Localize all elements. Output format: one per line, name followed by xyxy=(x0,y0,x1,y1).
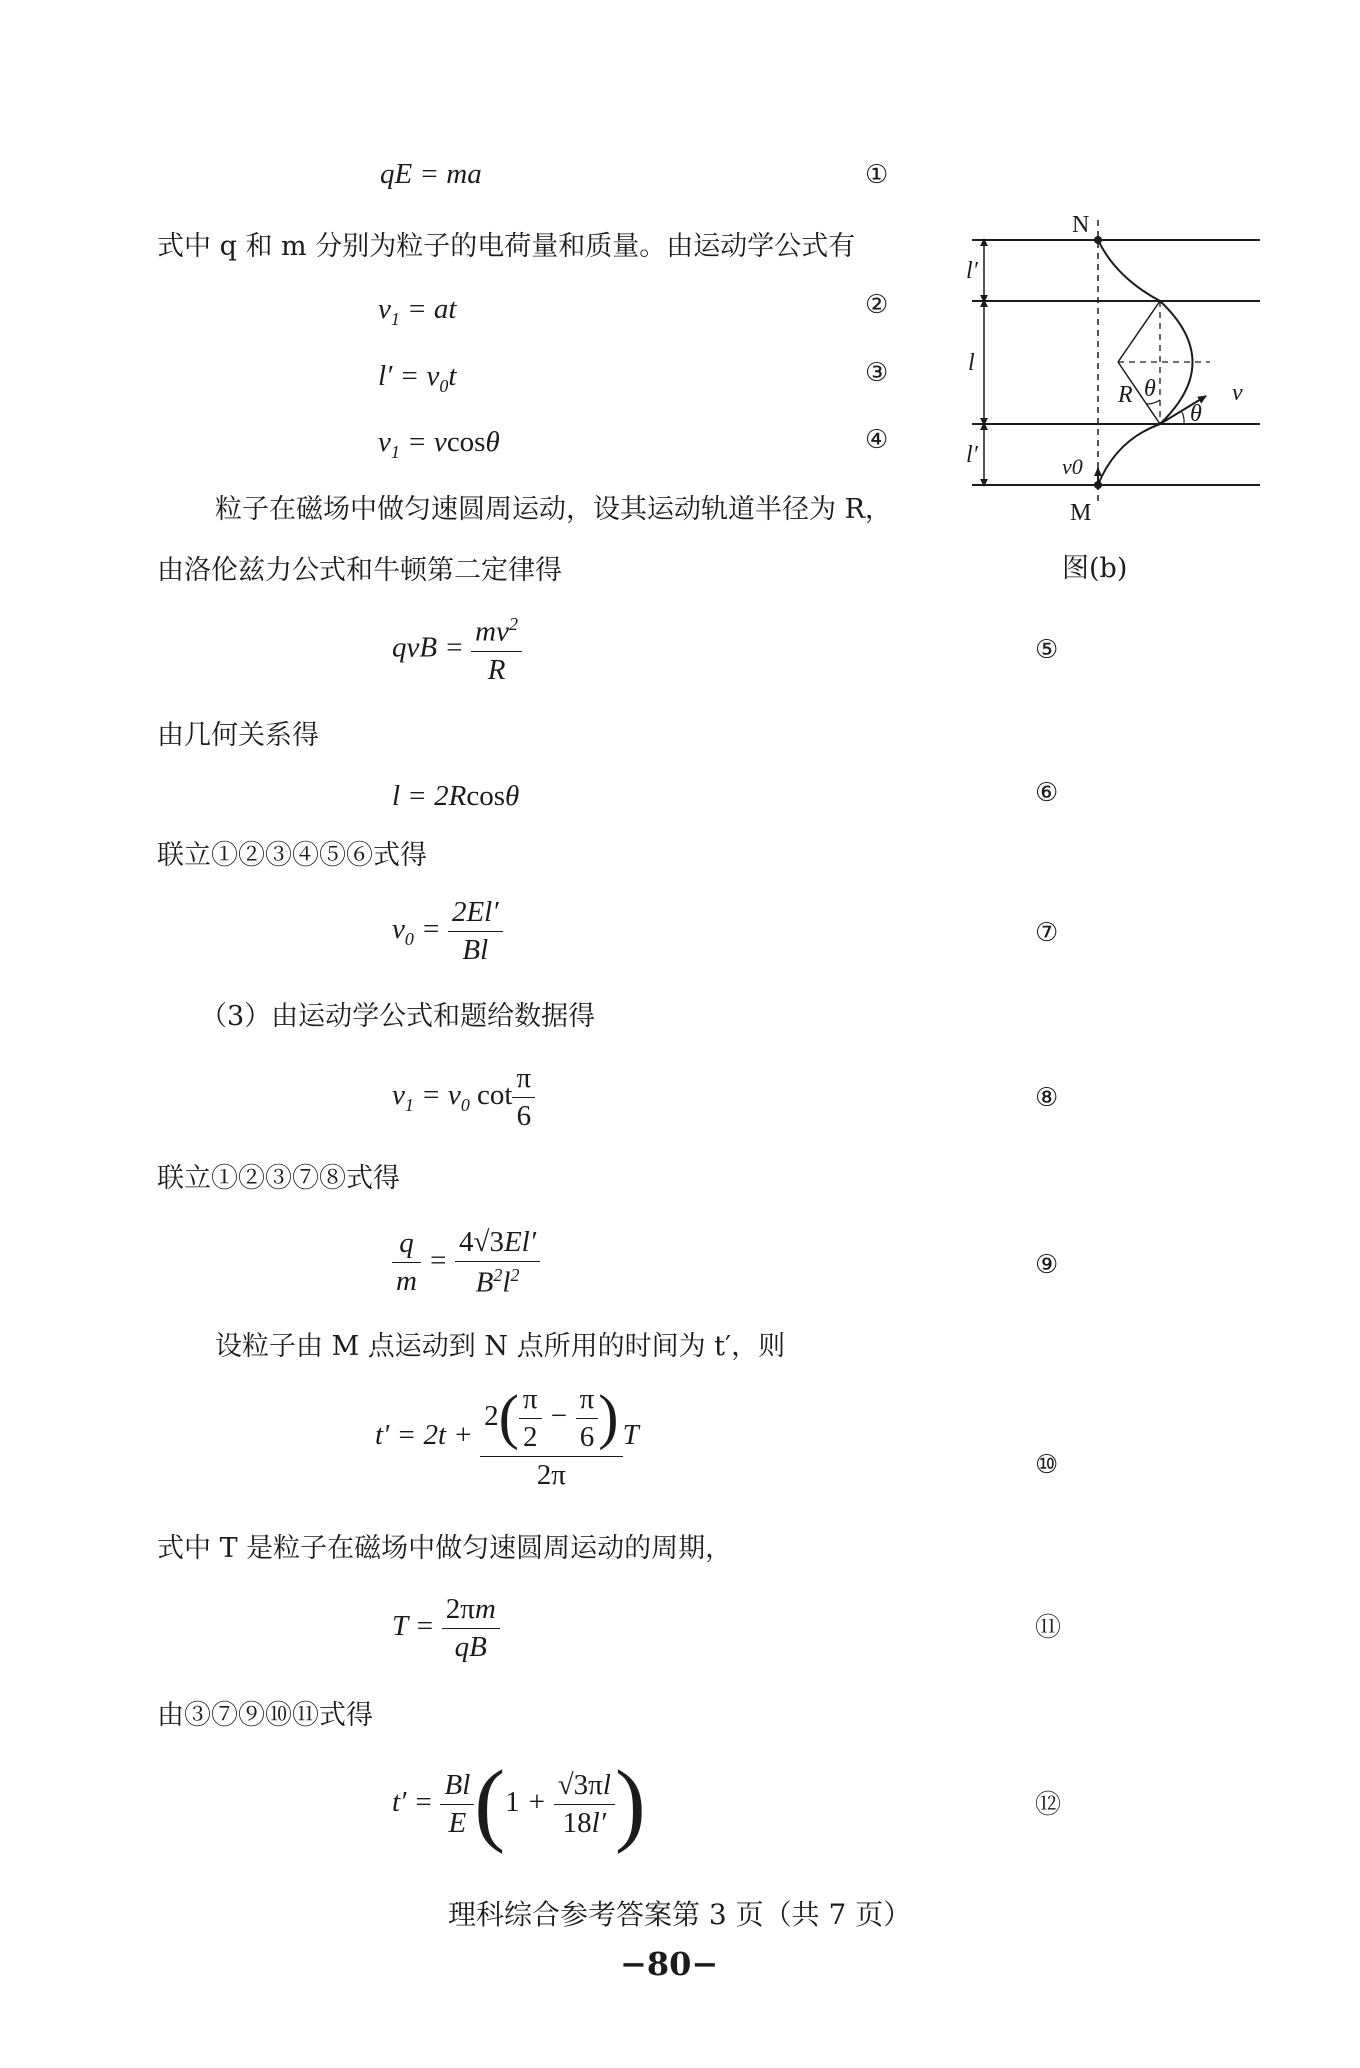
text-line-1: 式中 q 和 m 分别为粒子的电荷量和质量。由运动学公式有 xyxy=(157,231,856,262)
text-line-3: 由洛伦兹力公式和牛顿第二定律得 xyxy=(157,555,562,586)
text-line-2: 粒子在磁场中做匀速圆周运动，设其运动轨道半径为 R， xyxy=(215,494,892,525)
equation-number-5: ⑤ xyxy=(1035,635,1059,665)
figure-label-N: N xyxy=(1072,212,1090,238)
equation-number-11: ⑪ xyxy=(1035,1613,1062,1643)
equation-6: l = 2Rcosθ xyxy=(392,780,520,812)
figure-label-v: v xyxy=(1232,380,1243,406)
figure-b-diagram xyxy=(960,210,1280,530)
equation-11: T = $\frac{2\pi m}{qB}$ xyxy=(392,1595,500,1662)
text-line-5: 联立①②③④⑤⑥式得 xyxy=(157,840,427,871)
equation-12: t′ = $\frac{Bl}{E}$ (1 + $\frac{√3\pi l}{18l'}$ ) xyxy=(392,1752,646,1855)
equation-number-8: ⑧ xyxy=(1035,1083,1059,1113)
equation-1: qE = ma xyxy=(380,158,482,190)
text-line-4: 由几何关系得 xyxy=(157,720,319,751)
equation-10: t′ = 2t + 2( $\frac{\pi}{2}$ − $\frac{\pi}{6}$ ) 2π T xyxy=(375,1383,639,1491)
text-line-7: 联立①②③⑦⑧式得 xyxy=(157,1163,400,1194)
figure-label-lprime-bottom: l′ xyxy=(966,442,978,468)
equation-number-7: ⑦ xyxy=(1035,918,1059,948)
equation-number-3: ③ xyxy=(865,358,889,388)
page-footer-text: 理科综合参考答案第 3 页（共 7 页） xyxy=(448,1898,912,1931)
equation-2: $v_1$ = at xyxy=(378,293,457,329)
equation-9: $\frac{q}{m}$ = $\frac{4√3El'}{B^2l^2}$ xyxy=(392,1228,540,1298)
figure-label-theta-1: θ xyxy=(1144,376,1156,402)
equation-number-12: ⑫ xyxy=(1035,1790,1062,1820)
equation-number-1: ① xyxy=(865,160,889,190)
equation-4: $v_1 = vcos\theta$ xyxy=(378,426,500,462)
figure-label-M: M xyxy=(1070,500,1092,526)
text-line-10: 由③⑦⑨⑩⑪式得 xyxy=(157,1700,373,1731)
text-line-6: （3）由运动学公式和题给数据得 xyxy=(200,1001,596,1032)
figure-label-v0: v0 xyxy=(1062,454,1083,479)
equation-number-2: ② xyxy=(865,290,889,320)
text-line-9: 式中 T 是粒子在磁场中做匀速圆周运动的周期， xyxy=(157,1533,733,1564)
equation-7: $v_0$ = $\frac{2El'}{Bl}$ xyxy=(392,898,503,965)
equation-number-10: ⑩ xyxy=(1035,1450,1059,1480)
figure-label-R: R xyxy=(1118,382,1133,408)
figure-label-theta-2: θ xyxy=(1190,401,1202,427)
figure-caption: 图(b) xyxy=(1062,553,1128,584)
equation-3: $l' = v_0t$ xyxy=(378,360,457,396)
equation-number-4: ④ xyxy=(865,425,889,455)
equation-number-6: ⑥ xyxy=(1035,778,1059,808)
equation-5: qvB = $\frac{mv^2}{R}$ xyxy=(392,615,522,685)
page-number: −80− xyxy=(620,1945,719,1983)
equation-number-9: ⑨ xyxy=(1035,1250,1059,1280)
figure-label-l: l xyxy=(968,350,975,376)
text-line-8: 设粒子由 M 点运动到 N 点所用的时间为 t′，则 xyxy=(215,1331,786,1362)
equation-8: $v_1 = v_0$ cot $\frac{\pi}{6}$ xyxy=(392,1064,535,1131)
figure-label-lprime-top: l′ xyxy=(966,258,978,284)
